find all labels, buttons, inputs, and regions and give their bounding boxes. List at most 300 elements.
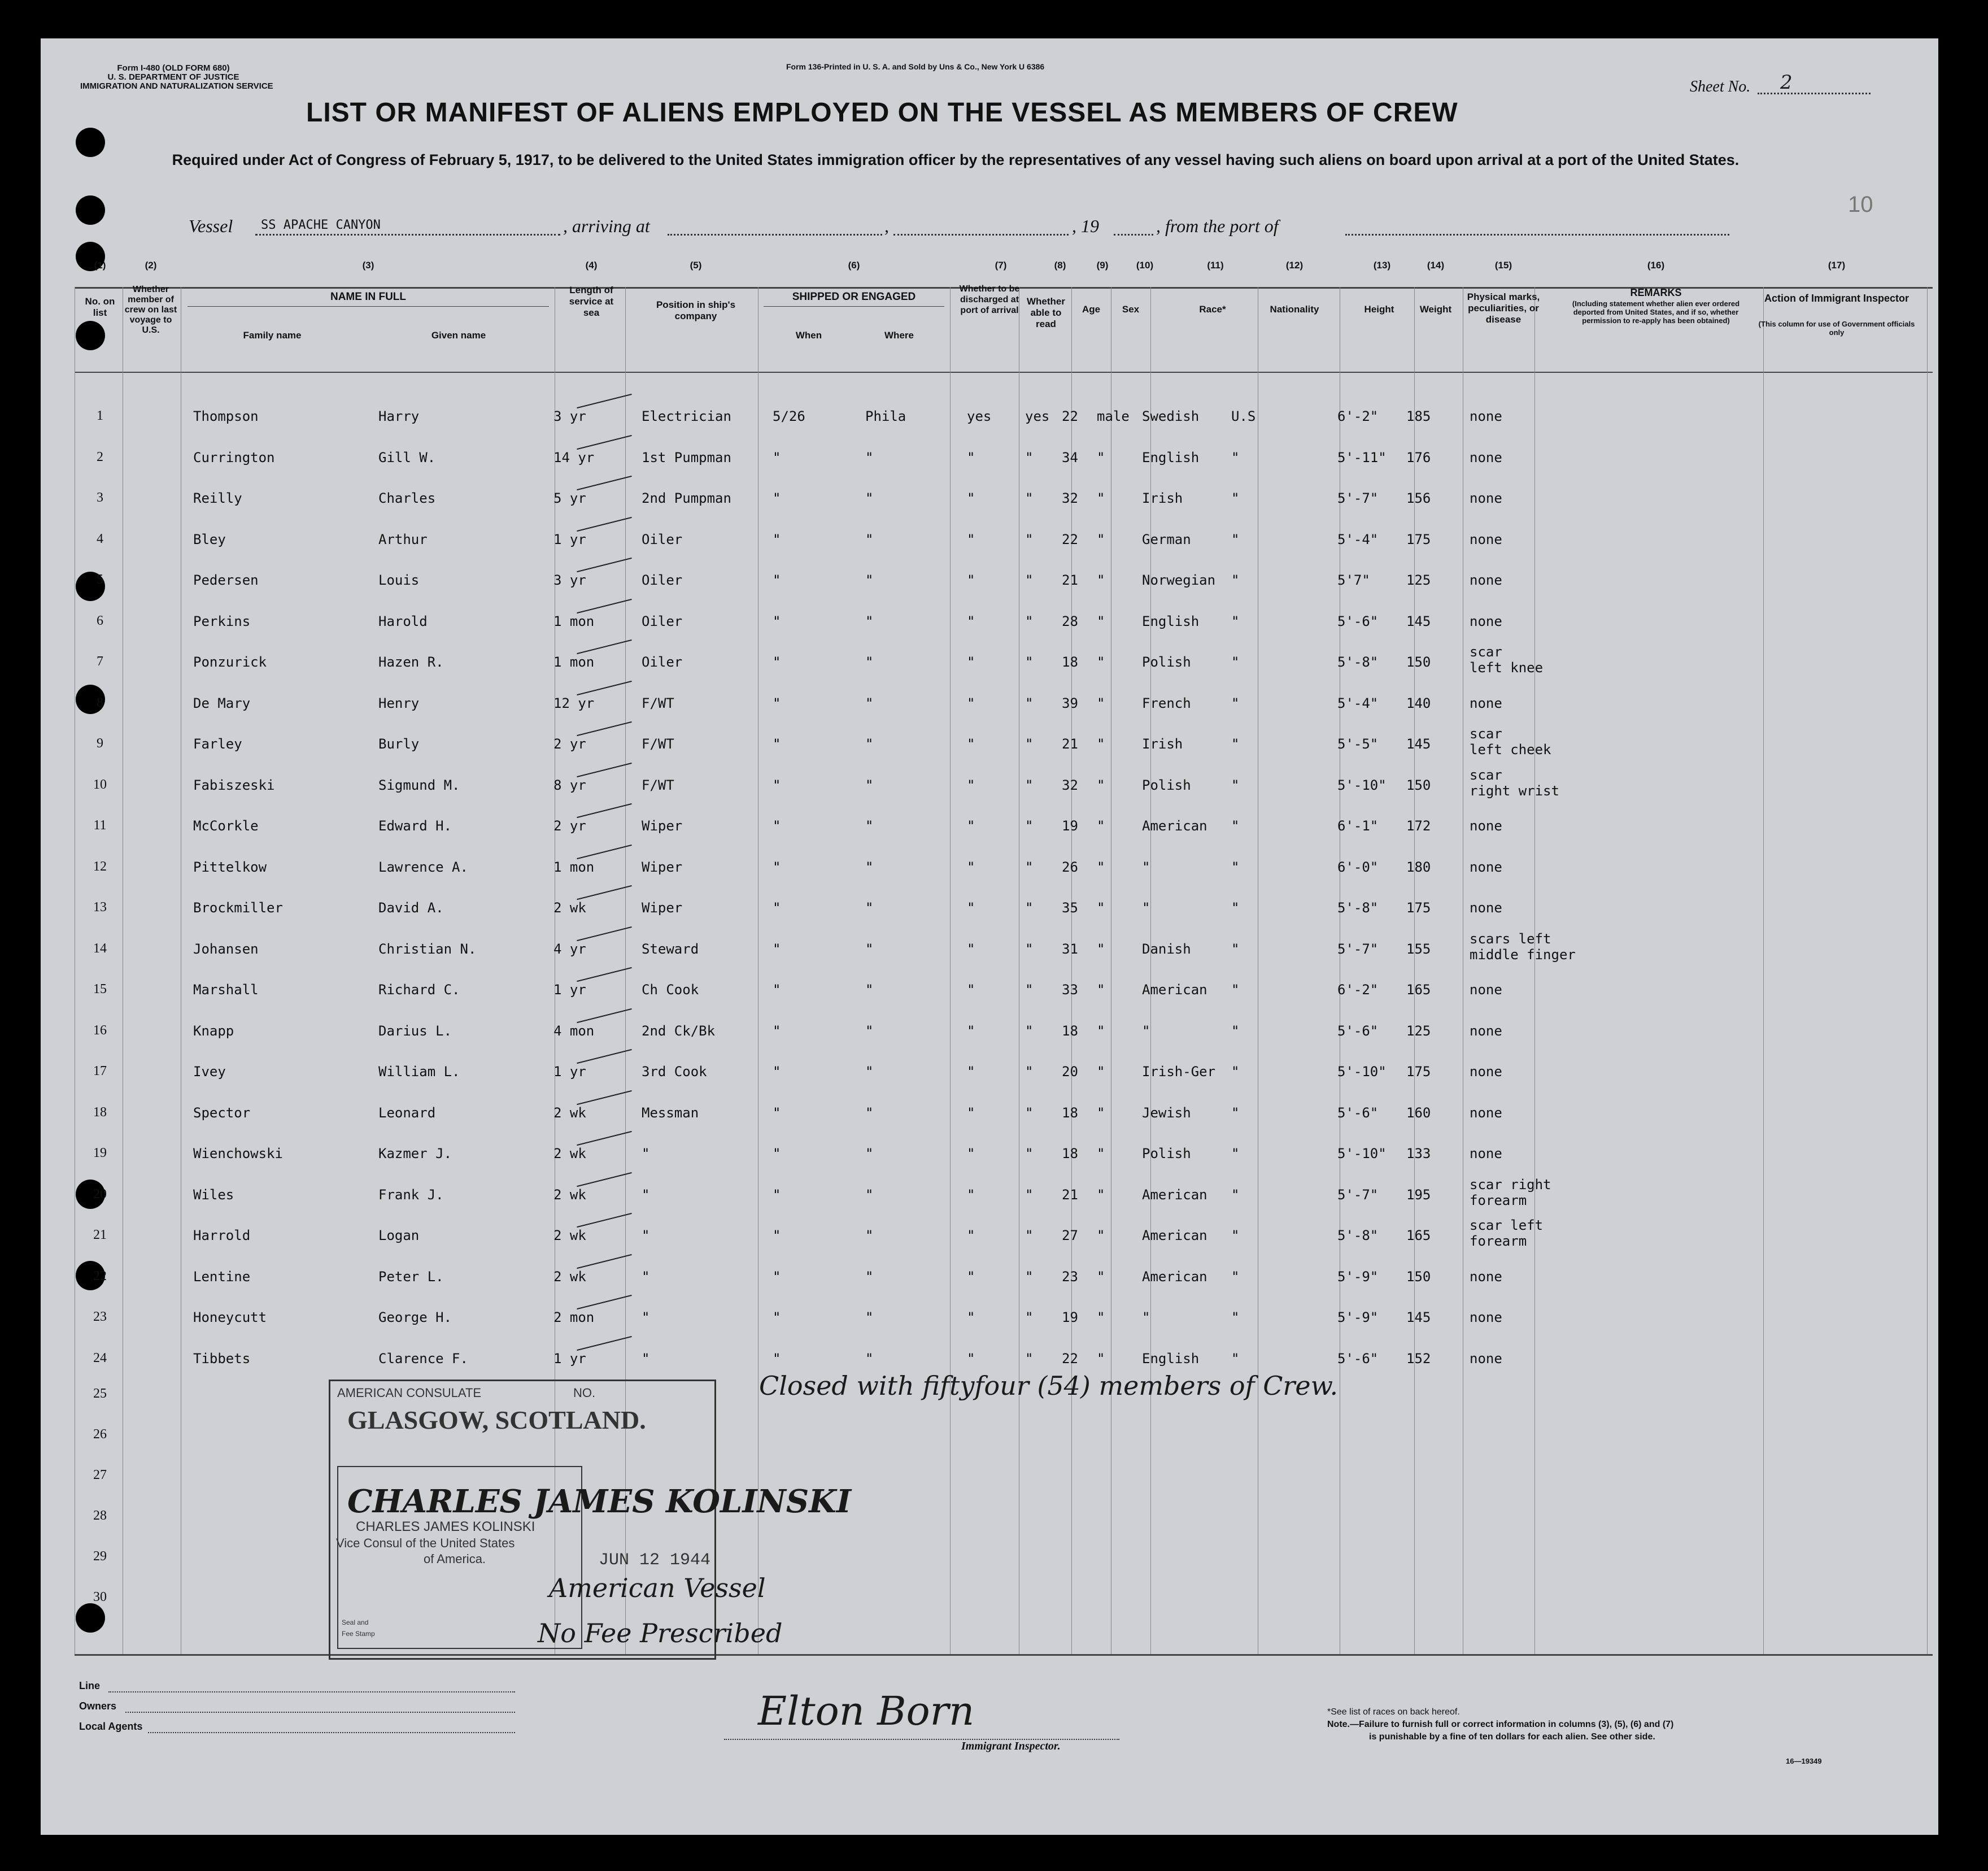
year-label: , 19 xyxy=(1072,216,1099,236)
col-remarks: REMARKS xyxy=(1630,287,1682,298)
cell-where: " xyxy=(865,736,874,752)
cell-given: Edward H. xyxy=(378,818,452,834)
cell-read: " xyxy=(1025,1064,1034,1080)
cell-marks: scar right xyxy=(1470,1176,1551,1193)
cell-nat: " xyxy=(1231,1064,1240,1080)
cell-age: 18 xyxy=(1062,1146,1078,1161)
no-fee-note: No Fee Prescribed xyxy=(538,1618,783,1648)
failure-note: Note.—Failure to furnish full or correct information in columns (3), (5), (6) and (7) xyxy=(1327,1720,1674,1729)
cell-race: Norwegian xyxy=(1142,572,1216,588)
cell-marks: none xyxy=(1470,900,1502,916)
cell-service: 1 yr xyxy=(553,531,586,547)
column-divider xyxy=(1763,287,1764,1654)
cell-weight: 165 xyxy=(1406,982,1431,998)
cell-given: Frank J. xyxy=(378,1186,444,1203)
cell-height: 5'-6" xyxy=(1337,1022,1379,1039)
stamp-date: JUN 12 1944 xyxy=(599,1551,711,1570)
cell-position: " xyxy=(642,1146,650,1161)
cell-height: 5'-6" xyxy=(1337,1104,1379,1121)
cell-no: 2 xyxy=(97,449,103,464)
cell-service: 1 yr xyxy=(553,1064,586,1080)
cell-family: Fabiszeski xyxy=(193,777,275,793)
cell-height: 5'-10" xyxy=(1337,1064,1387,1080)
cell-nat: " xyxy=(1231,1350,1240,1367)
cell-given: Gill W. xyxy=(378,449,436,465)
check-mark xyxy=(577,844,632,859)
cell-race: Polish xyxy=(1142,654,1191,670)
cell-read: " xyxy=(1025,449,1034,465)
races-note: *See list of races on back hereof. xyxy=(1327,1707,1460,1717)
cell-disch: " xyxy=(967,900,975,916)
cell-where: " xyxy=(865,613,874,629)
consul-signature: CHARLES JAMES KOLINSKI xyxy=(347,1483,852,1520)
cell-disch: " xyxy=(967,1146,975,1161)
cell-disch: yes xyxy=(967,408,992,424)
cell-marks: none xyxy=(1470,408,1502,424)
cell-height: 5'-8" xyxy=(1337,900,1379,916)
cell-given: Christian N. xyxy=(378,941,477,957)
cell-where: " xyxy=(865,490,874,506)
cell-when: " xyxy=(773,654,781,670)
cell-weight: 176 xyxy=(1406,449,1431,465)
inspector-label: Immigrant Inspector. xyxy=(961,1740,1061,1752)
check-mark xyxy=(577,885,632,900)
cell-service: 2 wk xyxy=(553,900,586,916)
cell-read: " xyxy=(1025,818,1034,834)
cell-sex: " xyxy=(1097,654,1105,670)
cell-given: David A. xyxy=(378,900,444,916)
cell-family: Currington xyxy=(193,449,275,465)
cell-when: " xyxy=(773,818,781,834)
col-inspector-action: Action of Immigrant Inspector xyxy=(1764,293,1909,304)
cell-nat: " xyxy=(1231,654,1240,670)
col-race: Race* xyxy=(1199,304,1226,315)
cell-nat: " xyxy=(1231,900,1240,916)
cell-weight: 156 xyxy=(1406,490,1431,506)
from-port-label: , from the port of xyxy=(1156,216,1279,236)
check-mark xyxy=(577,1335,632,1350)
cell-where: " xyxy=(865,941,874,957)
footer-line-label: Line xyxy=(79,1680,101,1691)
cell-family: Ponzurick xyxy=(193,654,267,670)
cell-where: " xyxy=(865,1104,874,1121)
cell-where: " xyxy=(865,1228,874,1243)
cell-disch: " xyxy=(967,941,975,957)
cell-family: Ivey xyxy=(193,1064,226,1080)
cell-position: Oiler xyxy=(642,531,683,547)
cell-weight: 180 xyxy=(1406,859,1431,875)
stamp-consul-title: Vice Consul of the United States xyxy=(336,1536,515,1550)
cell-age: 39 xyxy=(1062,695,1078,711)
col-able-to-read: Whether able to read xyxy=(1027,296,1065,329)
empty-row-number: 26 xyxy=(93,1427,107,1442)
cell-sex: " xyxy=(1097,900,1105,916)
cell-sex: " xyxy=(1097,490,1105,506)
check-mark xyxy=(577,1090,632,1104)
footer-agents-label: Local Agents xyxy=(79,1721,143,1732)
cell-height: 5'-8" xyxy=(1337,1228,1379,1243)
cell-no: 17 xyxy=(93,1064,107,1078)
arriving-label: , arriving at xyxy=(563,216,650,236)
cell-where: " xyxy=(865,1350,874,1367)
cell-when: " xyxy=(773,490,781,506)
cell-position: Oiler xyxy=(642,572,683,588)
cell-sex: male xyxy=(1097,408,1130,424)
cell-no: 9 xyxy=(97,736,103,751)
cell-given: Harold xyxy=(378,613,428,629)
stamp-consul-title2: of America. xyxy=(424,1552,486,1566)
cell-nat: " xyxy=(1231,1228,1240,1243)
cell-age: 21 xyxy=(1062,736,1078,752)
closing-note: Closed with fiftyfour (54) members of Crew. xyxy=(759,1370,1339,1401)
cell-nat: " xyxy=(1231,777,1240,793)
cell-weight: 133 xyxy=(1406,1146,1431,1161)
cell-sex: " xyxy=(1097,1022,1105,1039)
cell-nat: " xyxy=(1231,859,1240,875)
cell-family: Wiles xyxy=(193,1186,234,1203)
cell-sex: " xyxy=(1097,1104,1105,1121)
cell-age: 18 xyxy=(1062,1104,1078,1121)
cell-marks: scars left xyxy=(1470,930,1551,947)
cell-read: " xyxy=(1025,859,1034,875)
cell-read: " xyxy=(1025,1104,1034,1121)
cell-family: De Mary xyxy=(193,695,251,711)
form-service: IMMIGRATION AND NATURALIZATION SERVICE xyxy=(80,81,273,91)
check-mark xyxy=(577,1213,632,1228)
empty-row-number: 30 xyxy=(93,1590,107,1604)
cell-where: " xyxy=(865,900,874,916)
cell-race: Irish xyxy=(1142,736,1183,752)
cell-position: Electrician xyxy=(642,408,731,424)
cell-height: 5'-10" xyxy=(1337,777,1387,793)
cell-no: 8 xyxy=(97,695,103,710)
col-family-name: Family name xyxy=(243,330,302,341)
cell-nat: " xyxy=(1231,531,1240,547)
cell-where: " xyxy=(865,1268,874,1285)
cell-marks-line2: left knee xyxy=(1470,660,1544,676)
cell-family: Marshall xyxy=(193,982,259,998)
cell-age: 21 xyxy=(1062,1186,1078,1203)
cell-nat: " xyxy=(1231,941,1240,957)
cell-no: 19 xyxy=(93,1146,107,1160)
cell-disch: " xyxy=(967,572,975,588)
punch-hole xyxy=(76,321,105,350)
col-discharged: Whether to be discharged at port of arrival xyxy=(959,284,1020,315)
stamp-consulate: AMERICAN CONSULATE xyxy=(337,1386,482,1400)
cell-when: " xyxy=(773,449,781,465)
cell-sex: " xyxy=(1097,982,1105,998)
cell-service: 1 mon xyxy=(553,613,595,629)
cell-age: 33 xyxy=(1062,982,1078,998)
check-mark xyxy=(577,680,632,695)
cell-no: 22 xyxy=(93,1268,107,1283)
cell-nat: " xyxy=(1231,1146,1240,1161)
cell-no: 3 xyxy=(97,490,103,505)
cell-race: English xyxy=(1142,1350,1200,1367)
cell-height: 5'-9" xyxy=(1337,1309,1379,1325)
cell-age: 35 xyxy=(1062,900,1078,916)
check-mark xyxy=(577,926,632,941)
cell-given: Louis xyxy=(378,572,420,588)
cell-read: " xyxy=(1025,572,1034,588)
cell-when: " xyxy=(773,736,781,752)
cell-service: 12 yr xyxy=(553,695,595,711)
cell-where: " xyxy=(865,1309,874,1325)
cell-disch: " xyxy=(967,490,975,506)
cell-service: 3 yr xyxy=(553,572,586,588)
cell-sex: " xyxy=(1097,941,1105,957)
cell-position: F/WT xyxy=(642,777,674,793)
cell-when: " xyxy=(773,1268,781,1285)
col-when: When xyxy=(795,330,822,341)
cell-read: " xyxy=(1025,531,1034,547)
cell-marks: scar xyxy=(1470,767,1502,783)
cell-height: 5'-7" xyxy=(1337,1186,1379,1203)
cell-weight: 150 xyxy=(1406,654,1431,670)
cell-sex: " xyxy=(1097,613,1105,629)
cell-marks: none xyxy=(1470,1064,1502,1080)
cell-where: " xyxy=(865,777,874,793)
cell-age: 32 xyxy=(1062,777,1078,793)
cell-disch: " xyxy=(967,449,975,465)
cell-family: Honeycutt xyxy=(193,1309,267,1325)
cell-given: Peter L. xyxy=(378,1268,444,1285)
cell-when: " xyxy=(773,1064,781,1080)
cell-weight: 165 xyxy=(1406,1228,1431,1243)
cell-given: Harry xyxy=(378,408,420,424)
cell-age: 31 xyxy=(1062,941,1078,957)
cell-race: Polish xyxy=(1142,1146,1191,1161)
cell-position: Wiper xyxy=(642,900,683,916)
cell-weight: 140 xyxy=(1406,695,1431,711)
cell-marks: none xyxy=(1470,572,1502,588)
cell-height: 6'-1" xyxy=(1337,818,1379,834)
cell-service: 2 wk xyxy=(553,1186,586,1203)
cell-no: 5 xyxy=(97,572,103,587)
cell-marks-line2: left cheek xyxy=(1470,742,1551,758)
cell-where: " xyxy=(865,859,874,875)
cell-given: Sigmund M. xyxy=(378,777,460,793)
check-mark xyxy=(577,1049,632,1064)
cell-service: 2 wk xyxy=(553,1228,586,1243)
cell-weight: 125 xyxy=(1406,1022,1431,1039)
empty-row-number: 25 xyxy=(93,1386,107,1401)
cell-service: 4 mon xyxy=(553,1022,595,1039)
cell-age: 20 xyxy=(1062,1064,1078,1080)
check-mark xyxy=(577,394,632,408)
cell-when: " xyxy=(773,1228,781,1243)
column-divider xyxy=(1534,287,1535,1654)
cell-no: 21 xyxy=(93,1228,107,1242)
cell-no: 24 xyxy=(93,1350,107,1365)
col-length-service: Length of service at sea xyxy=(569,285,614,318)
cell-position: " xyxy=(642,1186,650,1203)
american-vessel-note: American Vessel xyxy=(549,1573,766,1603)
cell-position: " xyxy=(642,1228,650,1243)
cell-when: " xyxy=(773,1309,781,1325)
cell-sex: " xyxy=(1097,859,1105,875)
cell-no: 15 xyxy=(93,982,107,997)
cell-when: " xyxy=(773,1022,781,1039)
cell-sex: " xyxy=(1097,1228,1105,1243)
vessel-name: SS APACHE CANYON xyxy=(261,218,381,232)
cell-where: " xyxy=(865,1146,874,1161)
cell-nat: " xyxy=(1231,695,1240,711)
cell-when: " xyxy=(773,1104,781,1121)
cell-height: 5'-9" xyxy=(1337,1268,1379,1285)
check-mark xyxy=(577,516,632,531)
cell-when: " xyxy=(773,900,781,916)
cell-read: " xyxy=(1025,1022,1034,1039)
cell-race: " xyxy=(1142,1022,1150,1039)
cell-race: American xyxy=(1142,818,1207,834)
col-remarks-note: (Including statement whether alien ever ordered deported from United States, and if so, whether permission to re-apply has been obtained) xyxy=(1572,299,1740,325)
vessel-label: Vessel xyxy=(189,216,233,236)
cell-when: 5/26 xyxy=(773,408,805,424)
cell-disch: " xyxy=(967,695,975,711)
cell-marks: none xyxy=(1470,1268,1502,1285)
column-divider xyxy=(950,287,951,1654)
cell-race: Irish xyxy=(1142,490,1183,506)
footer-owners-label: Owners xyxy=(79,1700,117,1712)
cell-no: 6 xyxy=(97,613,103,628)
check-mark xyxy=(577,967,632,982)
cell-service: 2 yr xyxy=(553,818,586,834)
cell-marks: none xyxy=(1470,531,1502,547)
cell-marks: none xyxy=(1470,859,1502,875)
cell-when: " xyxy=(773,859,781,875)
requirement-text: Required under Act of Congress of February 5, 1917, to be delivered to the United States immigration officer by the representatives of any vessel having such aliens on board upon arrival at a port of the United States. xyxy=(172,151,1740,168)
cell-position: Wiper xyxy=(642,818,683,834)
cell-given: Lawrence A. xyxy=(378,859,468,875)
cell-position: " xyxy=(642,1268,650,1285)
cell-disch: " xyxy=(967,531,975,547)
cell-position: 2nd Ck/Bk xyxy=(642,1022,716,1039)
cell-marks: scar xyxy=(1470,644,1502,660)
col-last-voyage: Whether member of crew on last voyage to U.S. xyxy=(124,285,177,335)
cell-given: Burly xyxy=(378,736,420,752)
cell-weight: 172 xyxy=(1406,818,1431,834)
cell-family: Harrold xyxy=(193,1228,251,1243)
cell-where: " xyxy=(865,449,874,465)
cell-position: Oiler xyxy=(642,654,683,670)
cell-sex: " xyxy=(1097,572,1105,588)
cell-height: 5'-4" xyxy=(1337,531,1379,547)
cell-position: " xyxy=(642,1350,650,1367)
empty-row-number: 29 xyxy=(93,1549,107,1564)
check-mark xyxy=(577,762,632,777)
cell-height: 5'-4" xyxy=(1337,695,1379,711)
cell-position: F/WT xyxy=(642,695,674,711)
col-given-name: Given name xyxy=(431,330,486,341)
cell-where: " xyxy=(865,1186,874,1203)
cell-family: Johansen xyxy=(193,941,259,957)
cell-read: " xyxy=(1025,1350,1034,1367)
cell-age: 28 xyxy=(1062,613,1078,629)
cell-given: Charles xyxy=(378,490,436,506)
cell-when: " xyxy=(773,695,781,711)
cell-sex: " xyxy=(1097,1146,1105,1161)
cell-where: " xyxy=(865,695,874,711)
cell-no: 18 xyxy=(93,1104,107,1120)
check-mark xyxy=(577,1172,632,1186)
cell-family: Wienchowski xyxy=(193,1146,283,1161)
col-shipped-engaged: SHIPPED OR ENGAGED xyxy=(792,291,916,303)
cell-disch: " xyxy=(967,654,975,670)
cell-given: Richard C. xyxy=(378,982,460,998)
col-height: Height xyxy=(1364,304,1394,315)
cell-service: 1 yr xyxy=(553,1350,586,1367)
cell-marks: none xyxy=(1470,1350,1502,1367)
cell-race: Danish xyxy=(1142,941,1191,957)
stamp-no-label: NO. xyxy=(573,1386,596,1400)
cell-marks: none xyxy=(1470,1146,1502,1161)
cell-position: 1st Pumpman xyxy=(642,449,731,465)
cell-family: Farley xyxy=(193,736,242,752)
stamp-fee-label: Fee Stamp xyxy=(342,1630,375,1638)
cell-given: Henry xyxy=(378,695,420,711)
cell-sex: " xyxy=(1097,1350,1105,1367)
cell-service: 1 mon xyxy=(553,654,595,670)
cell-nat: " xyxy=(1231,490,1240,506)
cell-race: Irish-Ger xyxy=(1142,1064,1216,1080)
cell-where: " xyxy=(865,982,874,998)
cell-when: " xyxy=(773,982,781,998)
cell-weight: 145 xyxy=(1406,736,1431,752)
cell-race: " xyxy=(1142,900,1150,916)
cell-race: Polish xyxy=(1142,777,1191,793)
cell-age: 19 xyxy=(1062,1309,1078,1325)
cell-sex: " xyxy=(1097,736,1105,752)
cell-sex: " xyxy=(1097,818,1105,834)
col-nationality: Nationality xyxy=(1270,304,1319,315)
cell-weight: 125 xyxy=(1406,572,1431,588)
check-mark xyxy=(577,434,632,449)
cell-no: 1 xyxy=(97,408,103,423)
check-mark xyxy=(577,803,632,818)
cell-height: 6'-0" xyxy=(1337,859,1379,875)
cell-disch: " xyxy=(967,982,975,998)
cell-age: 19 xyxy=(1062,818,1078,834)
cell-sex: " xyxy=(1097,777,1105,793)
cell-no: 11 xyxy=(93,818,107,833)
cell-no: 20 xyxy=(93,1186,107,1202)
cell-position: Steward xyxy=(642,941,699,957)
page-mark: 10 xyxy=(1848,192,1873,217)
cell-nat: " xyxy=(1231,1309,1240,1325)
cell-weight: 160 xyxy=(1406,1104,1431,1121)
cell-where: " xyxy=(865,818,874,834)
manifest-page: Form I-480 (OLD FORM 680) U. S. DEPARTMENT OF JUSTICE IMMIGRATION AND NATURALIZATION SERVICE Form 136-Printed in U. S. A. and Sold by Uns & Co., New York U 6386 Sheet No. 2 LIST OR MANIFEST OF ALIENS EMPLOYED ON THE VESSEL AS MEMBERS OF CREW Required under Act of Congress of February 5, 1917, to be delivered to the United States immigration officer by the representatives of any vessel having such aliens on board upon arrival at a port of the United States. 10 Vessel SS APACHE CANYON , arriving at , , 19 , from the port of (1) (2) (3) (4) (5) (6) (7) (8) (9) (10) (11) (12) (13) (14) (15) (16) (17) No. on list Whether member of crew on last voyage to U.S. NAME IN FULL Family name Given name Length of service at sea Position in ship's company SHIPPED OR ENGAGED When Where Whether to be discharged at port of arrival Whether able to read Age Sex Race* Nationality Height Weight Physical marks, peculiarities, or disease REMARKS (Including statement whether alien ever ordered deported from United States, and if so, whether permission to re-apply has been obtained) Action of Immigrant Inspector (This column for use of Government officials only 1 Thompson Harry 3 yr Electrician 5/26 Phila yes yes 22 male Swedish U.S 6'-2" 185 none 2 Currington Gill W. 14 yr 1st Pumpman " " " " 34 " English " 5'-11" 176 none 3 Reilly Charles 5 yr 2nd Pumpman " " " " 32 " Irish " 5'-7" 156 none 4 Bley Arthur 1 yr Oiler " " " " 22 " German " 5'-4" 175 none 5 Pedersen Louis 3 yr Oiler " " " " 21 " Norwegian " 5'7" 125 none 6 Perkins Harold 1 mon Oiler " " " " 28 " English " 5'-6" 145 none 7 Ponzurick Hazen R. 1 mon Oiler " " " " 18 " Polish " 5'-8" 150 scar left knee 8 De Mary Henry 12 yr F/WT " " " " 39 " French " 5'-4" 140 none 9 Farley Burly 2 yr F/WT " " " " 21 " Irish " 5'-5" 145 scar left cheek 10 Fabiszeski Sigmund M. 8 yr F/WT " " " " 32 " Polish " 5'-10" 150 scar right wrist 11 McCorkle Edward H. 2 yr Wiper " " " " 19 " American " 6'-1" 172 none 12 Pittelkow Lawrence A. 1 mon Wiper " " " " 26 " " " 6'-0" 180 none 13 Brockmiller David A. 2 wk Wiper " " " " 35 " " " 5'-8" 175 none 14 Johansen Christian N. 4 yr Steward " " " " 31 " Danish " 5'-7" 155 scars left middle finger 15 Marshall Richard C. 1 yr Ch Cook " " " " 33 " American " 6'-2" 165 none 16 Knapp Darius L. 4 mon 2nd Ck/Bk " " " " 18 " " " 5'-6" 125 none 17 Ivey William L. 1 yr 3rd Cook " " " " 20 " Irish-Ger " 5'-10" 175 none 18 Spector Leonard 2 wk Messman " " " " 18 " Jewish " 5'-6" 160 none 19 Wienchowski Kazmer J. 2 wk " " " " " 18 " Polish " 5'-10" 133 none 20 Wiles Frank J. 2 wk " " " " " 21 " American " 5'-7" 195 scar right forearm 21 Harrold Logan 2 wk " " " " " 27 " American " 5'-8" 165 scar left forearm 22 Lentine Peter L. 2 wk " " " " " 23 " American " 5'-9" 150 none 23 Honeycutt George H. 2 mon " " " " " 19 " " " 5'-9" 145 none 24 Tibbets Clarence F. 1 yr " " " " " 22 " English " 5'-6" 152 none 25 26 27 28 29 30 Closed with fiftyfour (54) members of Crew. AMERICAN CONSULATE NO. GLASGOW, SCOTLAND. CHARLES JAMES KOLINSKI CHARLES JAMES KOLINSKI Vice Consul of the United States of America. JUN 12 1944 Seal and Fee Stamp American Vessel No Fee Prescribed Line Owners Local Agents Elton Born Immigrant Inspector. *See list of races on back hereof. Note.—Failure to furnish full or correct information in columns (3), (5), (6) and (7) is punishable by a fine of ten dollars for each alien. See other side. 16—19349 xyxy=(41,38,1938,1835)
cell-service: 1 yr xyxy=(553,982,586,998)
cell-sex: " xyxy=(1097,1268,1105,1285)
cell-family: Pedersen xyxy=(193,572,259,588)
cell-race: French xyxy=(1142,695,1191,711)
stamp-seal-label: Seal and xyxy=(342,1618,369,1626)
cell-read: " xyxy=(1025,1309,1034,1325)
cell-disch: " xyxy=(967,777,975,793)
cell-age: 21 xyxy=(1062,572,1078,588)
cell-marks: none xyxy=(1470,1309,1502,1325)
cell-family: Reilly xyxy=(193,490,242,506)
punch-hole xyxy=(76,195,105,225)
cell-height: 5'-6" xyxy=(1337,1350,1379,1367)
cell-race: American xyxy=(1142,982,1207,998)
cell-nat: " xyxy=(1231,736,1240,752)
cell-disch: " xyxy=(967,1022,975,1039)
cell-nat: " xyxy=(1231,1268,1240,1285)
cell-weight: 175 xyxy=(1406,531,1431,547)
